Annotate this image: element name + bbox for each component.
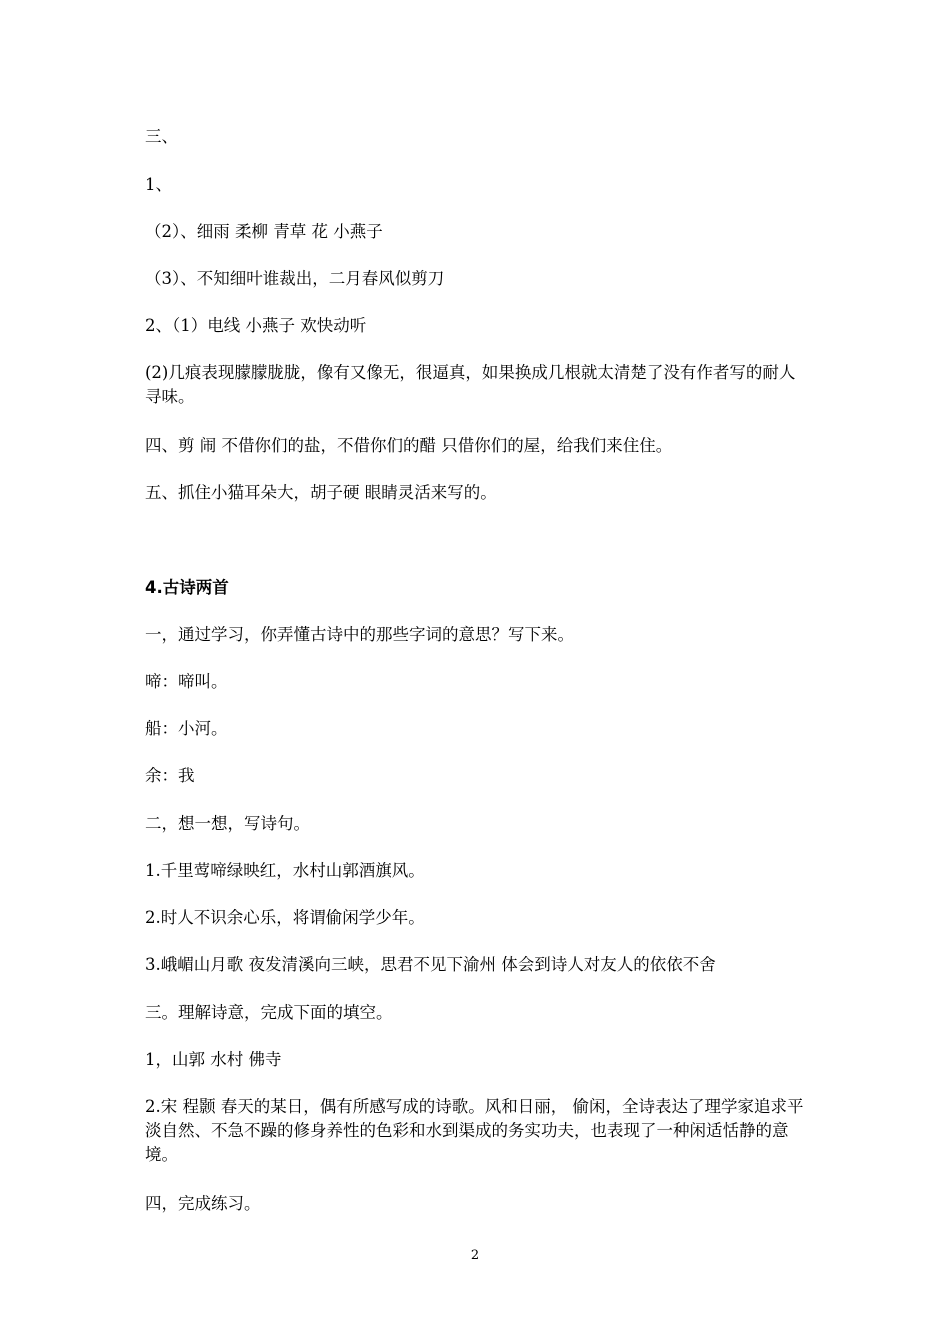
heading-san: 三、 [145, 127, 178, 146]
answer-yu: 余：我 [145, 766, 195, 785]
item-si: 四、剪 闹 不借你们的盐，不借你们的醋 只借你们的屋，给我们来住住。 [145, 436, 673, 455]
section-title: 4.古诗两首 [145, 578, 229, 597]
item-1-3: （3）、不知细叶谁裁出，二月春风似剪刀 [145, 269, 445, 288]
answer-ti: 啼：啼叫。 [145, 672, 228, 691]
page-number: 2 [470, 1248, 480, 1263]
item-1: 1、 [145, 175, 172, 194]
q-1: 一，通过学习，你弄懂古诗中的那些字词的意思？写下来。 [145, 625, 574, 644]
item-wu: 五、抓住小猫耳朵大，胡子硬 眼睛灵活来写的。 [145, 483, 497, 502]
item-2-1: 2、（1）电线 小燕子 欢快动听 [145, 316, 367, 335]
item-2-2: (2)几痕表现朦朦胧胧，像有又像无，很逼真，如果换成几根就太清楚了没有作者写的耐人寻味。 [145, 363, 796, 406]
answer-3-2: 2.宋 程颢 春天的某日，偶有所感写成的诗歌。风和日丽， 偷闲，全诗表达了理学家追求平淡自然、不急不躁的修身养性的色彩和水到渠成的务实功夫，也表现了一种闲适恬静的意境。 [145, 1097, 804, 1164]
item-1-2: （2）、细雨 柔柳 青草 花 小燕子 [145, 222, 383, 241]
q-3: 三。理解诗意，完成下面的填空。 [145, 1003, 393, 1022]
poem-line-2: 2.时人不识余心乐，将谓偷闲学少年。 [145, 908, 425, 927]
poem-line-3: 3.峨嵋山月歌 夜发清溪向三峡，思君不见下渝州 体会到诗人对友人的依依不舍 [145, 955, 716, 974]
q-4: 四，完成练习。 [145, 1194, 261, 1213]
poem-line-1: 1.千里莺啼绿映红，水村山郭酒旗风。 [145, 861, 425, 880]
q-2: 二，想一想，写诗句。 [145, 814, 310, 833]
answer-chuan: 船：小河。 [145, 719, 228, 738]
answer-3-1: 1，山郭 水村 佛寺 [145, 1050, 282, 1069]
